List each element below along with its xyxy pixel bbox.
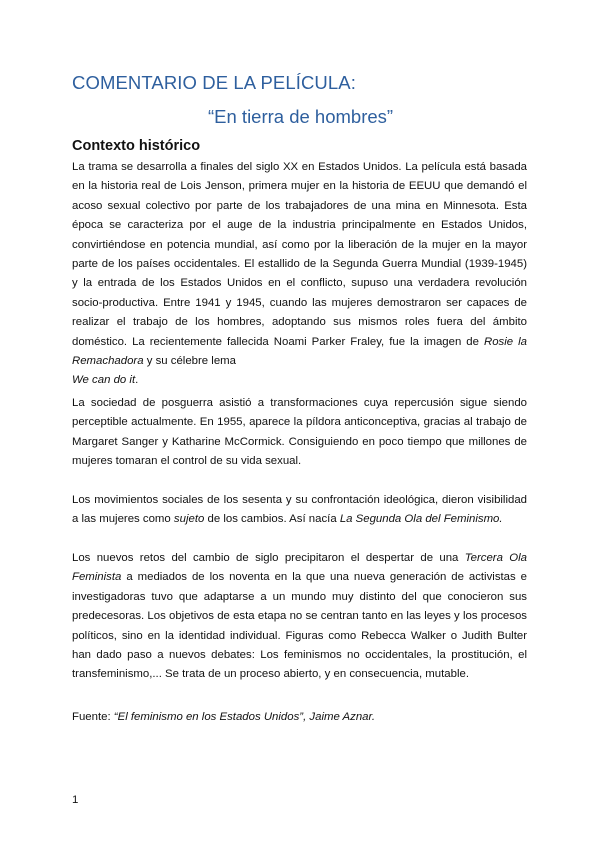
paragraph-4-text: Los nuevos retos del cambio de siglo precipitaron el despertar de una	[72, 552, 465, 564]
section-heading: Contexto histórico	[72, 138, 201, 154]
page-number: 1	[72, 794, 79, 806]
paragraph-3-italic-ola: La Segunda Ola del Feminismo.	[339, 513, 503, 526]
paragraph-4-text-2: a mediados de los noventa en la que una nueva generación de activistas e investigadoras tuvo que adaptarse a un mundo muy distinto del que conocieron sus predecesoras. Los objetivos de esta etapa no se centran tanto en las leyes y los procesos políticos, sino en la identidad individual. Figuras como Rebecca Walker o Judith Bulter han dado paso a nuevos debates: Los feminismos no occidentales, la prostitución, el transfeminismo,... Se trata de un proceso abierto, y en consecuencia, mutable.	[72, 571, 527, 681]
paragraph-4	[72, 549, 527, 685]
source-label: Fuente:	[72, 711, 114, 723]
document-subtitle: “En tierra de hombres”	[208, 106, 394, 127]
paragraph-3	[72, 491, 527, 530]
paragraph-4-italic-tercera-ola: Tercera Ola Feminista	[72, 552, 528, 584]
paragraph-1-italic-motto: We can do it	[72, 374, 136, 387]
source-citation	[72, 708, 375, 727]
paragraph-3-italic-sujeto: sujeto	[173, 513, 205, 526]
paragraph-3-text-2: de los cambios. Así nacía	[204, 513, 340, 526]
paragraph-1	[72, 158, 527, 391]
paragraph-1-text-2: y su célebre lema	[143, 355, 236, 368]
source-title: “El feminismo en los Estados Unidos”, Jaime Aznar.	[113, 711, 376, 723]
paragraph-1-end: .	[135, 374, 139, 387]
paragraph-3-text: Los movimientos sociales de los sesenta y su confrontación ideológica, dieron visibilidad a las mujeres como	[72, 494, 527, 526]
document-title: COMENTARIO DE LA PELÍCULA:	[72, 72, 356, 93]
paragraph-1-text: La trama se desarrolla a finales del siglo XX en Estados Unidos. La película está basada en la historia real de Lois Jenson, primera mujer en la historia de EEUU que demandó el acoso sexual colectivo por parte de los trabajadores de una mina en Minnesota. Esta época se caracteriza por el auge de la industria principalmente en Estados Unidos, convirtiéndose en potencia mundial, así como por la liberación de la mujer en la mayor parte de los países occidentales. El estallido de la Segunda Guerra Mundial (1939-1945) y la entrada de los Estados Unidos en el conflicto, supuso una verdadera revolución socio-productiva. Entre 1941 y 1945, cuando las mujeres demostraron ser capaces de realizar el trabajo de los hombres, adoptando sus mismos roles fuera del ámbito doméstico. La recientemente fallecida Noami Parker Fraley, fue la imagen de	[72, 161, 527, 348]
paragraph-2: La sociedad de posguerra asistió a transformaciones cuya repercusión sigue siendo perceptible actualmente. En 1955, aparece la píldora anticonceptiva, gracias al trabajo de Margaret Sanger y Katharine McCormick. Consiguiendo en poco tiempo que millones de mujeres tomaran el control de su vida sexual.	[72, 397, 527, 468]
paragraph-1-italic-rosie: Rosie la Remachadora	[72, 335, 527, 368]
